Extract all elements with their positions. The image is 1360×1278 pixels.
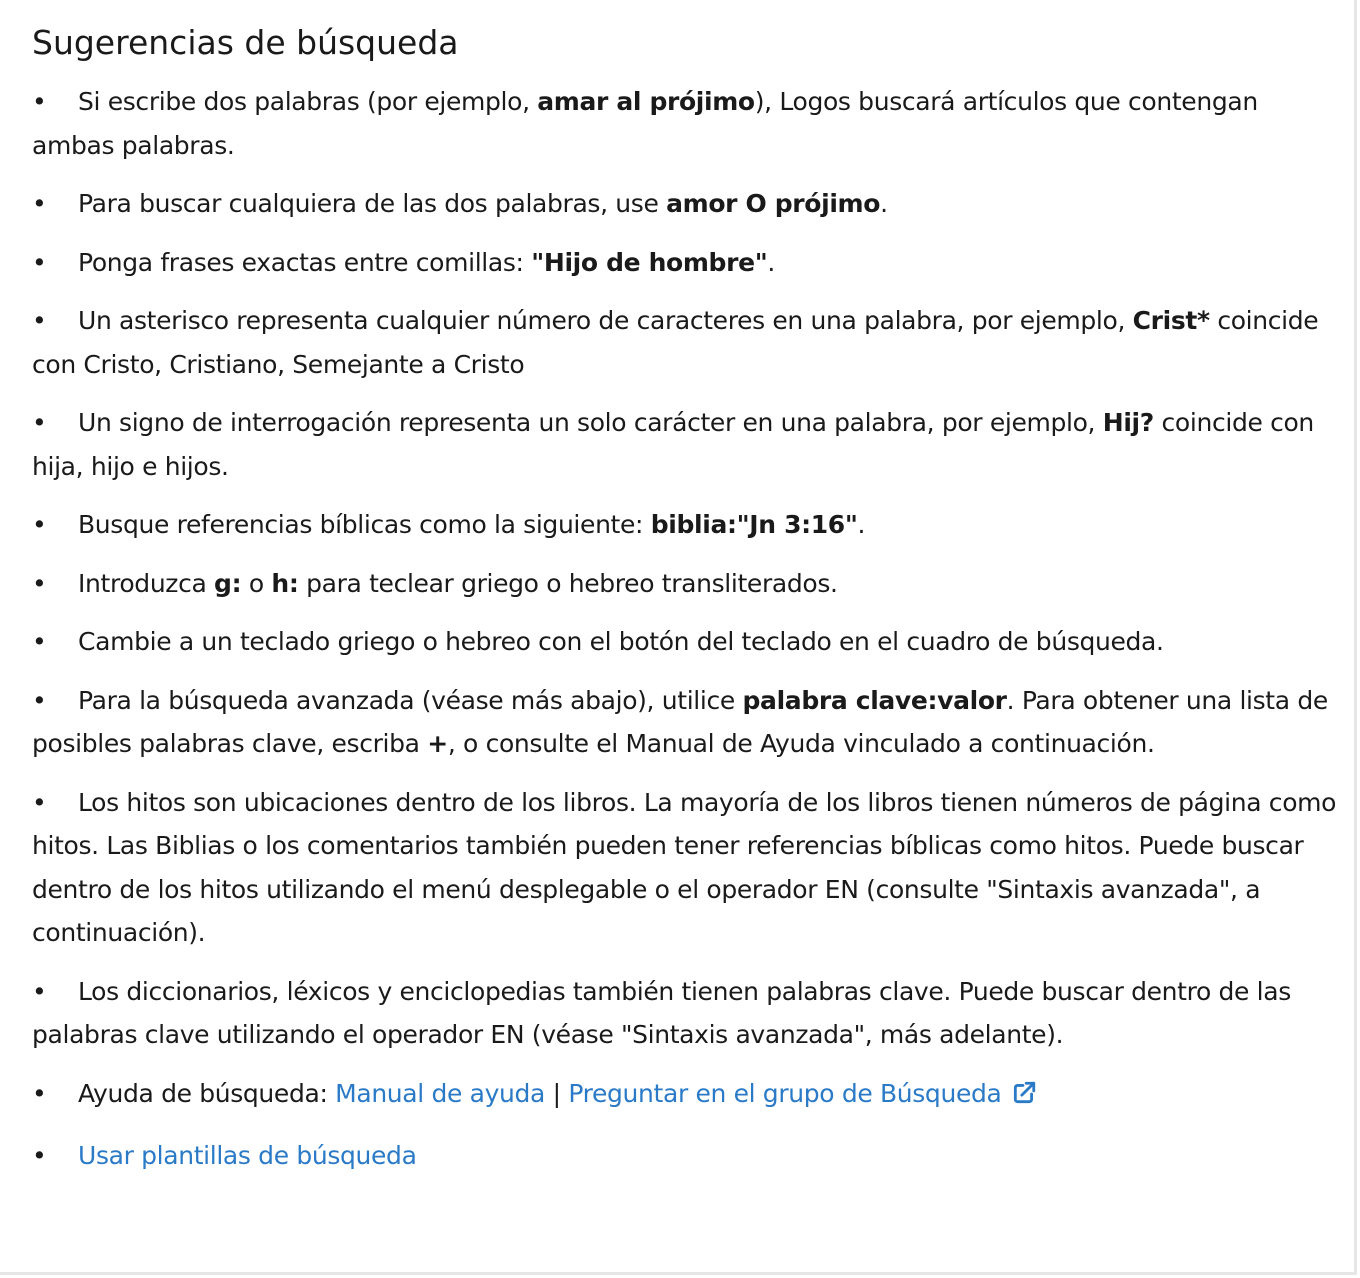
tip-example: Crist* (1132, 306, 1210, 335)
bullet: • (32, 1078, 47, 1108)
tip-text: . (880, 189, 888, 218)
tip-question-mark (32, 401, 1340, 488)
tip-headwords (32, 970, 1340, 1057)
external-link-icon (1011, 1076, 1037, 1120)
tip-example: biblia:"Jn 3:16" (650, 510, 858, 539)
tip-text: Los hitos son ubicaciones dentro de los libros. La mayoría de los libros tienen números de página como hitos. Las Biblias o los comentarios también pueden tener referencias bíblicas como hitos. Puede buscar dentro de los hitos utilizando el menú desplegable o el operador EN (consulte "Sintaxis avanzada", a continuación). (32, 787, 1337, 947)
bullet: • (32, 247, 47, 277)
tip-text: . Para obtener una lista de posibles palabras clave, escriba (32, 685, 1328, 758)
tip-text: Un asterisco representa cualquier número de caracteres en una palabra, por ejemplo, (78, 306, 1133, 335)
tip-example: "Hijo de hombre" (531, 247, 768, 277)
tip-text: , o consulte el Manual de Ayuda vinculado a continuación. (447, 729, 1155, 758)
tip-text: coincide con Cristo, Cristiano, Semejante a Cristo (32, 306, 1319, 379)
tip-exact-phrase (32, 241, 1340, 285)
link-separator: | (552, 1078, 561, 1108)
tip-bible-reference (32, 503, 1340, 547)
tips-list (32, 80, 1340, 1193)
tip-text: Un signo de interrogación representa un solo carácter en una palabra, por ejemplo, (78, 408, 1103, 437)
bullet: • (32, 627, 47, 656)
tip-text: Introduzca (78, 568, 215, 598)
tip-milestones (32, 781, 1340, 955)
tip-text: para teclear griego o hebreo transliterados. (298, 568, 838, 598)
bullet: • (32, 87, 47, 116)
tip-or-operator (32, 182, 1340, 226)
ask-search-group-label: Preguntar en el grupo de Búsqueda (568, 1078, 1002, 1108)
use-search-templates-link[interactable]: Usar plantillas de búsqueda (78, 1141, 417, 1170)
ask-search-group-link[interactable] (568, 1079, 1037, 1108)
bullet: • (32, 408, 47, 437)
bullet: • (32, 976, 47, 1006)
help-manual-link[interactable]: Manual de ayuda (335, 1078, 546, 1108)
tip-advanced-search (32, 679, 1340, 766)
tip-transliteration (32, 562, 1340, 606)
tip-example: h: (271, 568, 299, 598)
tip-example: g: (214, 568, 242, 598)
tip-templates (32, 1134, 1340, 1178)
tip-text: Busque referencias bíblicas como la siguiente: (78, 510, 651, 539)
tip-text: Si escribe dos palabras (por ejemplo, (78, 87, 538, 116)
bullet: • (32, 568, 47, 598)
tip-text: Para buscar cualquiera de las dos palabras, use (78, 189, 667, 218)
tip-text: Los diccionarios, léxicos y enciclopedias también tienen palabras clave. Puede buscar dentro de las palabras clave utilizando el operador EN (véase "Sintaxis avanzada", más adelante). (32, 976, 1291, 1049)
bullet: • (32, 1141, 47, 1170)
bullet: • (32, 787, 47, 817)
tip-text: Ponga frases exactas entre comillas: (78, 247, 532, 277)
tip-keyboard (32, 620, 1340, 664)
tip-text: . (767, 247, 775, 277)
tip-text: Para la búsqueda avanzada (véase más abajo), utilice (78, 685, 743, 715)
tip-example: palabra clave:valor (742, 685, 1007, 715)
tip-search-help (32, 1072, 1340, 1120)
tip-example: + (427, 729, 448, 758)
tip-text: o (241, 568, 272, 598)
bullet: • (32, 510, 47, 539)
tip-example: amar al prójimo (537, 87, 755, 116)
tip-two-words (32, 80, 1340, 167)
tip-text: coincide con hija, hijo e hijos. (32, 408, 1314, 481)
tip-text: ), Logos buscará artículos que contengan ambas palabras. (32, 87, 1258, 160)
bullet: • (32, 685, 47, 715)
tip-example: Hij? (1102, 408, 1154, 437)
tip-text: . (857, 510, 866, 539)
tip-asterisk (32, 299, 1340, 386)
help-label: Ayuda de búsqueda: (78, 1078, 336, 1108)
panel-title: Sugerencias de búsqueda (32, 23, 459, 62)
bullet: • (32, 306, 47, 335)
bullet: • (32, 189, 47, 218)
tip-example: amor O prójimo (666, 189, 881, 218)
tip-text: Cambie a un teclado griego o hebreo con el botón del teclado en el cuadro de búsqueda. (78, 627, 1164, 656)
